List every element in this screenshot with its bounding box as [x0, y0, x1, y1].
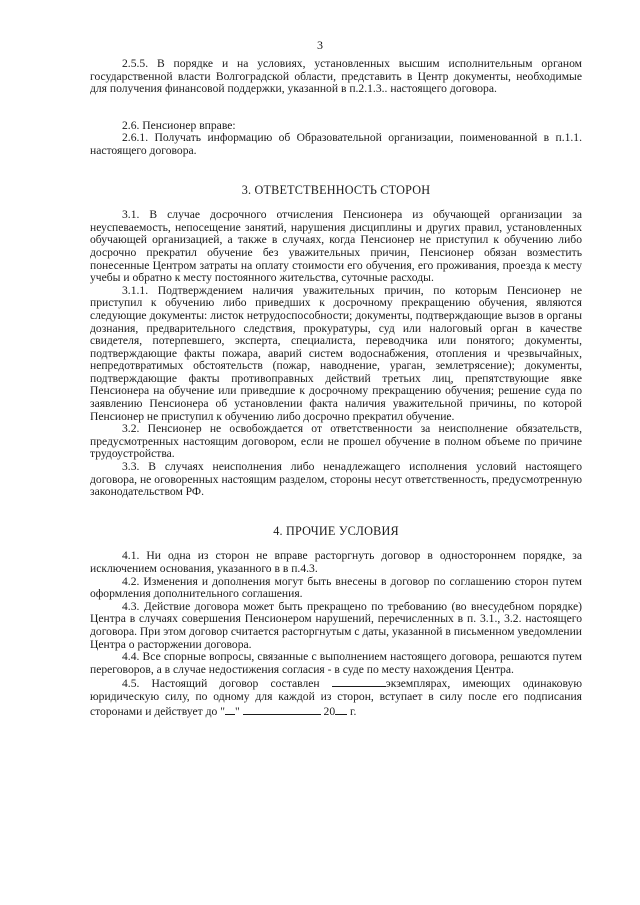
clause-2-6: 2.6. Пенсионер вправе:: [122, 118, 236, 132]
clause-4-2: 4.2. Изменения и дополнения могут быть внесены в договор по соглашению сторон путем оформления дополнительного соглашения.: [90, 574, 582, 601]
section-3-title: 3. ОТВЕТСТВЕННОСТЬ СТОРОН: [241, 182, 431, 197]
clause-3-1-1: 3.1.1. Подтверждением наличия уважительных причин, по которым Пенсионер не приступил к обучению либо приведших к досрочному прекращению обучения, являются следующие документы: листок нетрудоспособности; документы, подтверждающие вызов в органы дознания, предварительного следствия, прокуратуры, суд или налоговый орган в качестве свидетеля, потерпевшего, эксперта, специалиста, переводчика или понятого; документы, подтверждающие факты пожара, аварий систем водоснабжения, отопления и чрезвычайных, непредотвратимых обстоятельств (пожар, наводнение, ураган, землетрясение); документы, подтверждающие факты противоправных действий третьих лиц, препятствующие явке Пенсионера на обучение или приведшие к досрочному прекращению обучения; решение суда по заявлению Пенсионера об установлении факта наличия уважительной причины, по которой Пенсионер не приступил к обучению либо досрочно прекратил обучение.: [90, 283, 582, 423]
clause-3-1: 3.1. В случае досрочного отчисления Пенсионера из обучающей организации за неуспеваемость, непосещение занятий, нарушения дисциплины и других правил, установленных обучающей организацией, а также в случаях, когда Пенсионер не приступил к обучению либо досрочно прекратил обучение без уважительных причин, Пенсионер обязан возместить понесенные Центром затраты на оплату стоимости его обучения, его проживания, проезда к месту учебы и обратно к месту постоянного жительства, суточные расходы.: [90, 208, 582, 285]
clause-4-1: 4.1. Ни одна из сторон не вправе расторгнуть договор в одностороннем порядке, за исключением основания, указанного в в п.4.3.: [90, 549, 582, 575]
section-4-title: 4. ПРОЧИЕ УСЛОВИЯ: [273, 523, 399, 538]
month-blank: [243, 704, 321, 715]
clause-4-5: [90, 676, 582, 718]
clause-2-5-5: 2.5.5. В порядке и на условиях, установленных высшим исполнительным органом государственной власти Волгоградской области, представить в Центр документы, необходимые для получения финансовой поддержки, указанной в п.2.1.3.. настоящего договора.: [90, 57, 582, 96]
clause-2-6-1: 2.6.1. Получать информацию об Образовательной организации, поименованной в п.1.1. настоящего договора.: [90, 131, 582, 157]
year-suffix: г.: [350, 704, 357, 718]
year-prefix: 20: [323, 704, 336, 718]
copies-count-blank: [332, 676, 386, 687]
clause-4-5-start: 4.5. Настоящий договор составлен: [122, 677, 320, 691]
clause-4-4: 4.4. Все спорные вопросы, связанные с выполнением настоящего договора, решаются путем переговоров, а в случае недостижения согласия - в суде по месту нахождения Центра.: [90, 650, 582, 676]
quote-open: ": [220, 704, 225, 718]
clause-4-5-middle: экземплярах, имеющих одинаковую юридическую силу, по одному для каждой из сторон, вступает в силу после его подписания сторонами и действует до: [90, 677, 582, 718]
document-body: [90, 58, 582, 718]
page-number: 3: [317, 38, 323, 52]
clause-3-3: 3.3. В случаях неисполнения либо ненадлежащего исполнения условий настоящего договора, не оговоренных настоящим разделом, стороны несут ответственность, предусмотренную законодательством РФ.: [90, 460, 582, 499]
clause-4-3: 4.3. Действие договора может быть прекращено по требованию (во внесудебном порядке) Центра в случаях совершения Пенсионером нарушений, перечисленных в п. 3.1., 3.2. настоящего договора. При этом договор считается расторгнутым с даты, указанной в письменном уведомлении Центра о расторжении договора.: [90, 599, 582, 651]
year-blank: [335, 704, 347, 715]
clause-3-2: 3.2. Пенсионер не освобождается от ответственности за неисполнение обязательств, предусмотренных настоящим договором, если не прошел обучение в полном объеме по причине трудоустройства.: [90, 422, 582, 461]
day-blank: [225, 704, 235, 715]
quote-close: ": [234, 704, 240, 718]
